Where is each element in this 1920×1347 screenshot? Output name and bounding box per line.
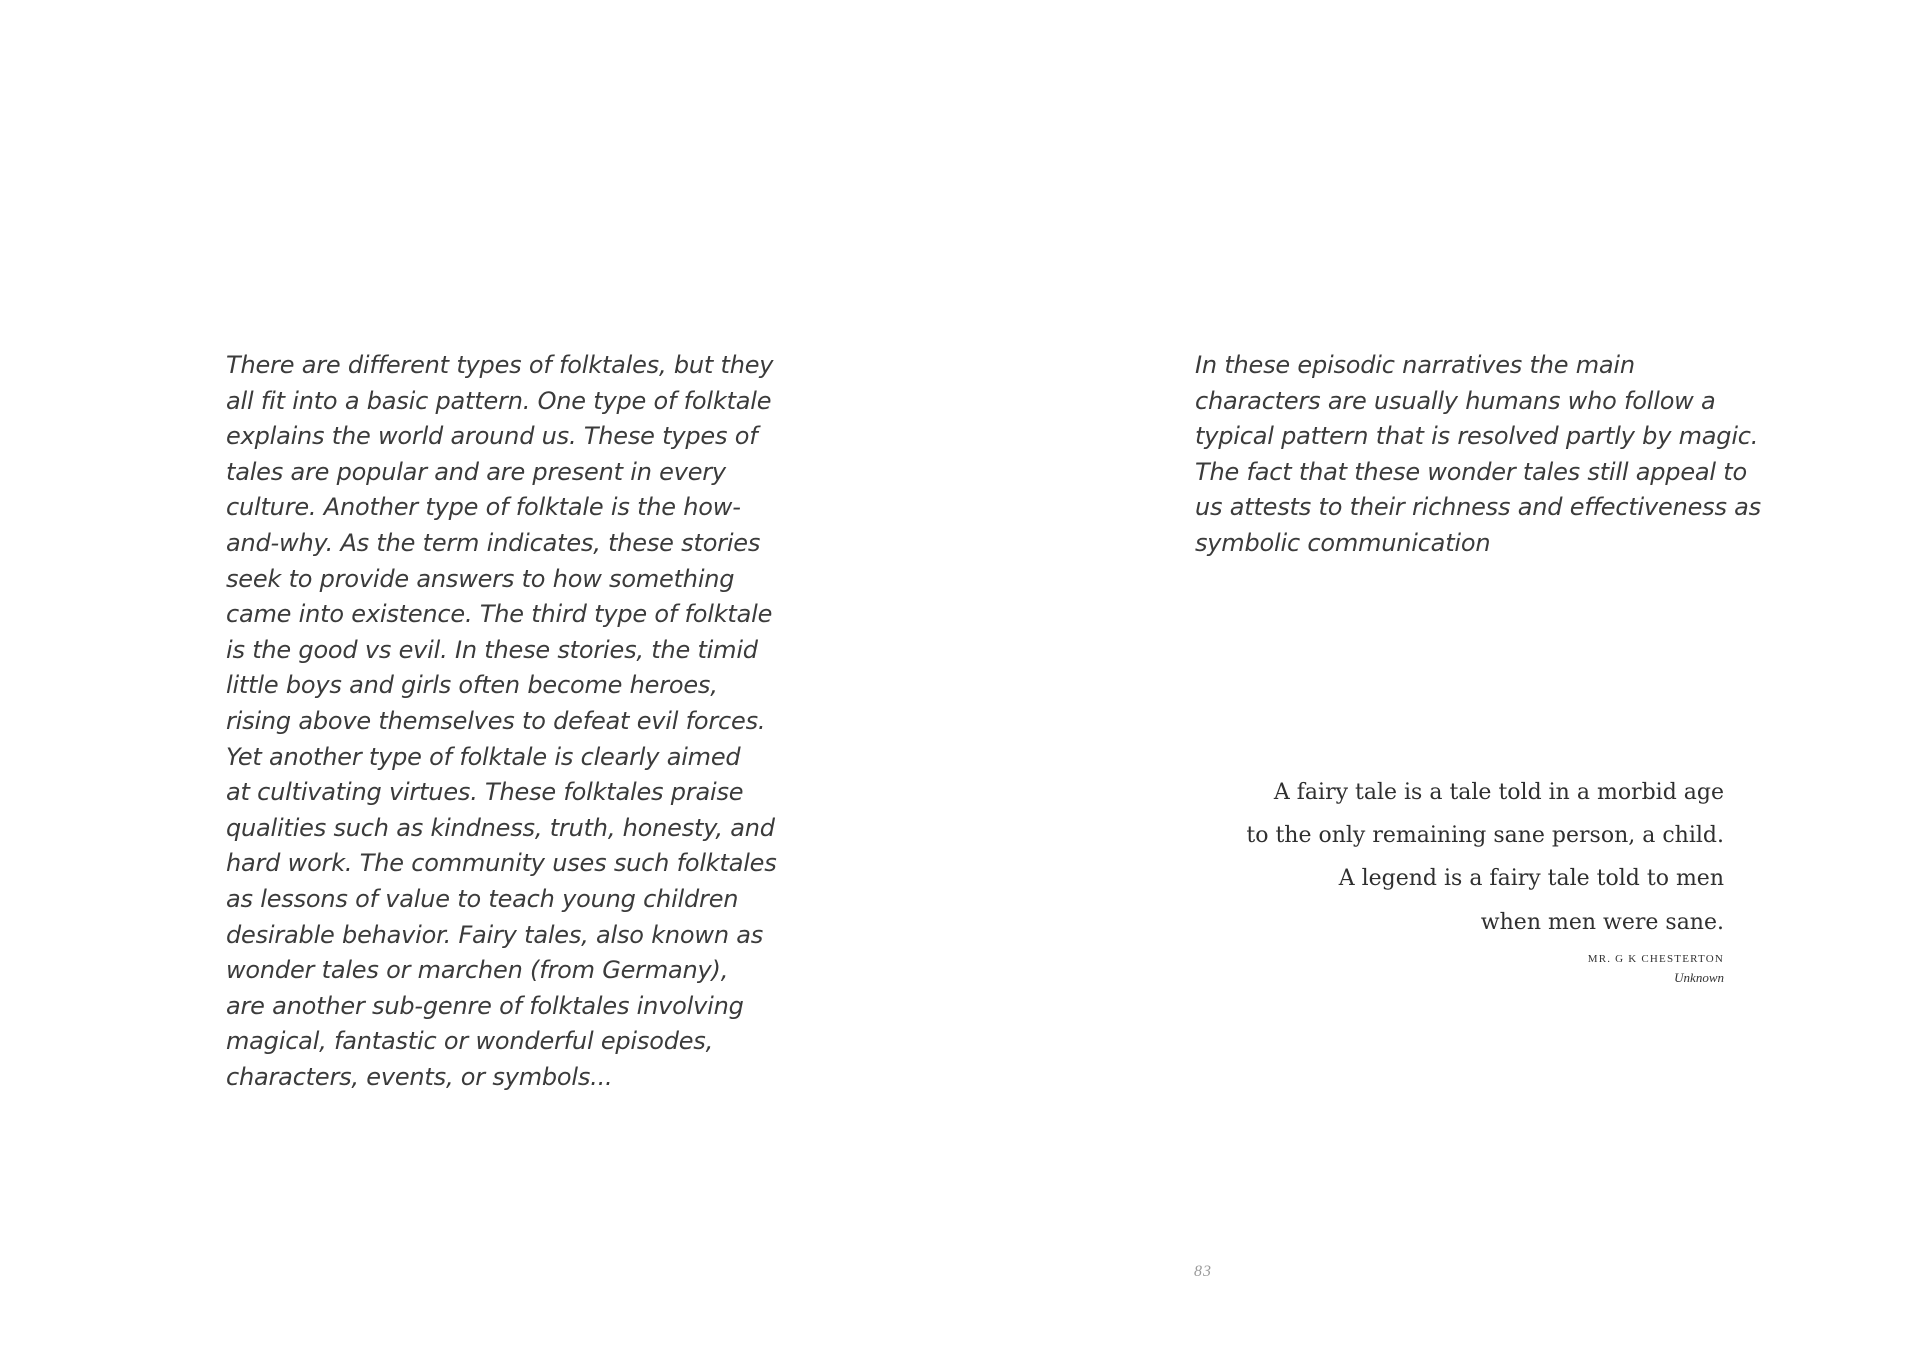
paragraph-line: wonder tales or marchen (from Germany), (226, 956, 729, 985)
paragraph-line: all fit into a basic pattern. One type of folktale (226, 386, 772, 415)
quote-line: when men were sane. (1480, 909, 1724, 935)
paragraph-line: typical pattern that is resolved partly by magic. (1195, 422, 1759, 451)
paragraph-line: desirable behavior. Fairy tales, also known as (226, 920, 764, 949)
paragraph-line: little boys and girls often become heroes, (226, 671, 718, 700)
paragraph-line: are another sub-genre of folktales involving (226, 991, 744, 1020)
quote-attribution (1164, 950, 1724, 987)
page-number: 83 (1194, 1263, 1212, 1280)
paragraph-line: seek to provide answers to how something (226, 564, 735, 593)
paragraph-line: hard work. The community uses such folktales (226, 849, 777, 878)
paragraph-line: culture. Another type of folktale is the how- (226, 493, 741, 522)
paragraph-line: us attests to their richness and effectiveness as (1195, 493, 1761, 522)
paragraph-line: explains the world around us. These types of (226, 422, 758, 451)
quote-line: A legend is a fairy tale told to men (1338, 866, 1724, 892)
paragraph-line: symbolic communication (1195, 528, 1491, 557)
quote-line: to the only remaining sane person, a child. (1246, 823, 1724, 849)
paragraph-line: characters, events, or symbols... (226, 1062, 613, 1091)
paragraph-line: rising above themselves to defeat evil forces. (226, 706, 766, 735)
paragraph-line: is the good vs evil. In these stories, the timid (226, 635, 758, 664)
left-page-paragraph (226, 348, 786, 1095)
paragraph-line: and-why. As the term indicates, these stories (226, 528, 761, 557)
paragraph-line: characters are usually humans who follow a (1195, 386, 1716, 415)
paragraph-line: There are different types of folktales, but they (226, 351, 774, 379)
paragraph-line: as lessons of value to teach young children (226, 884, 739, 913)
paragraph-line: In these episodic narratives the main (1195, 351, 1635, 379)
pull-quote (1164, 771, 1724, 987)
paragraph-line: magical, fantastic or wonderful episodes, (226, 1027, 714, 1056)
paragraph-line: qualities such as kindness, truth, honesty, and (226, 813, 775, 842)
quote-line: A fairy tale is a tale told in a morbid age (1273, 780, 1724, 805)
paragraph-line: tales are popular and are present in every (226, 457, 726, 486)
right-page-paragraph (1195, 348, 1761, 562)
paragraph-line: Yet another type of folktale is clearly aimed (226, 742, 741, 771)
paragraph-line: The fact that these wonder tales still appeal to (1195, 457, 1747, 486)
quote-author: MR. G K CHESTERTON (1587, 952, 1724, 965)
paragraph-line: at cultivating virtues. These folktales praise (226, 778, 744, 807)
paragraph-line: came into existence. The third type of folktale (226, 600, 773, 629)
quote-source: Unknown (1674, 969, 1724, 985)
